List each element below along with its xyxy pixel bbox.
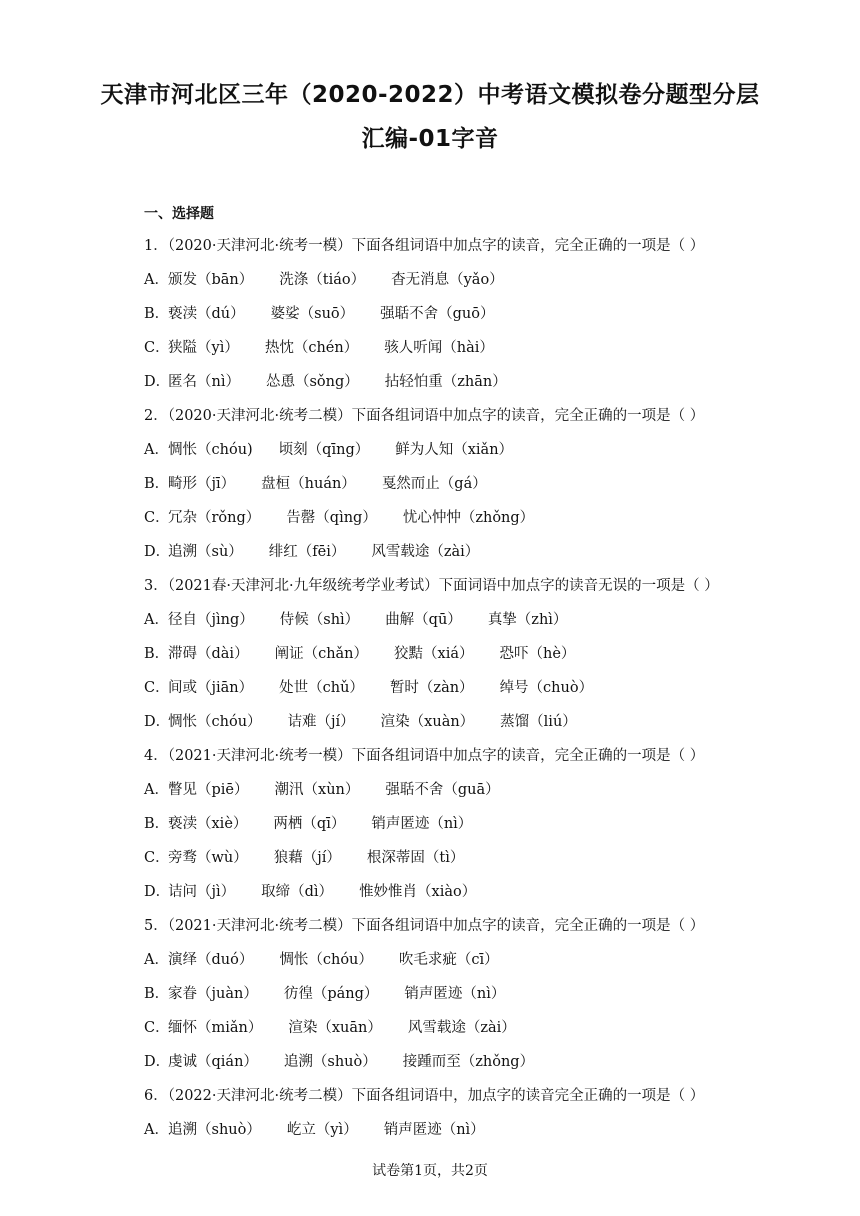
option-item: 阐证（chǎn）	[274, 646, 369, 662]
option-item: 惆怅（chóu）	[279, 952, 373, 968]
option-item: 狭隘（yì）	[168, 340, 239, 356]
option-item: 间或（jiān）	[168, 680, 254, 696]
page-footer: 试卷第1页，共2页	[372, 1163, 488, 1179]
option-item: 演绎（duó）	[168, 952, 254, 968]
option-row	[144, 365, 724, 399]
option-letter: D．	[144, 714, 171, 730]
option-item: 暂时（zàn）	[389, 680, 474, 696]
question-5	[144, 909, 724, 1079]
option-row	[144, 943, 724, 977]
document-subtitle: 汇编-01字音	[361, 126, 499, 152]
option-row	[144, 467, 724, 501]
option-item: 拈轻怕重（zhān）	[384, 374, 507, 390]
option-item: 根深蒂固（tì）	[366, 850, 465, 866]
option-letter: D．	[144, 1054, 171, 1070]
option-row	[144, 637, 724, 671]
option-letter: D．	[144, 884, 171, 900]
option-letter: B．	[144, 646, 170, 662]
option-item: 家眷（juàn）	[168, 986, 258, 1002]
option-item: 侍候（shì）	[279, 612, 360, 628]
option-item: 惆怅（chóu)	[168, 442, 253, 458]
option-item: 鲜为人知（xiǎn）	[395, 442, 514, 458]
option-row	[144, 1045, 724, 1079]
option-item: 屹立（yì）	[286, 1122, 358, 1138]
option-item: 冗杂（rǒng）	[168, 510, 261, 526]
option-item: 潮汛（xùn）	[274, 782, 360, 798]
option-item: 追溯（shuò）	[283, 1054, 377, 1070]
option-item: 追溯（sù）	[168, 544, 243, 560]
option-letter: B．	[144, 986, 170, 1002]
question-stem: 1．（2020·天津河北·统考一模）下面各组词语中加点字的读音，完全正确的一项是（ ）	[144, 238, 705, 254]
option-item: 戛然而止（gá）	[381, 476, 487, 492]
document-title: 天津市河北区三年（2020-2022）中考语文模拟卷分题型分层	[100, 82, 760, 108]
option-letter: B．	[144, 306, 170, 322]
option-letter: C．	[144, 1020, 170, 1036]
option-item: 取缔（dì）	[261, 884, 334, 900]
option-item: 蒸馏（liú）	[500, 714, 577, 730]
option-item: 彷徨（páng）	[283, 986, 379, 1002]
option-item: 畸形（jī）	[168, 476, 236, 492]
option-row	[144, 263, 724, 297]
option-item: 诘问（jì）	[168, 884, 236, 900]
option-item: 绰号（chuò）	[499, 680, 594, 696]
option-letter: D．	[144, 374, 171, 390]
option-row	[144, 671, 724, 705]
option-item: 亵渎（dú）	[168, 306, 245, 322]
question-4	[144, 739, 724, 909]
option-letter: C．	[144, 680, 170, 696]
section-heading: 一、选择题	[144, 206, 214, 222]
option-item: 告罄（qìng）	[286, 510, 377, 526]
question-list	[144, 229, 724, 1147]
question-stem: 5．（2021·天津河北·统考二模）下面各组词语中加点字的读音，完全正确的一项是（ ）	[144, 918, 705, 934]
option-item: 强聒不舍（guā）	[385, 782, 500, 798]
option-letter: B．	[144, 476, 170, 492]
option-item: 忧心忡忡（zhǒng）	[402, 510, 535, 526]
question-stem: 4．（2021·天津河北·统考一模）下面各组词语中加点字的读音，完全正确的一项是（ ）	[144, 748, 705, 764]
option-letter: A．	[144, 782, 169, 798]
option-letter: C．	[144, 850, 170, 866]
option-item: 瞥见（piē）	[168, 782, 249, 798]
option-letter: B．	[144, 816, 170, 832]
option-letter: A．	[144, 952, 169, 968]
question-stem: 3．（2021春·天津河北·九年级统考学业考试）下面词语中加点字的读音无误的一项是（ ）	[144, 578, 719, 594]
option-item: 两栖（qī）	[273, 816, 346, 832]
option-item: 旁骛（wù）	[168, 850, 248, 866]
option-item: 顷刻（qīng）	[278, 442, 370, 458]
option-item: 诘难（jí）	[287, 714, 355, 730]
option-item: 曲解（qū）	[385, 612, 462, 628]
option-row	[144, 705, 724, 739]
option-item: 吹毛求疵（cī）	[398, 952, 499, 968]
option-item: 颁发（bān）	[168, 272, 254, 288]
option-row	[144, 1113, 724, 1147]
option-row	[144, 603, 724, 637]
option-item: 真挚（zhì）	[487, 612, 568, 628]
option-item: 惆怅（chóu）	[168, 714, 262, 730]
option-letter: C．	[144, 340, 170, 356]
option-item: 强聒不舍（guō）	[380, 306, 495, 322]
option-item: 匿名（nì）	[168, 374, 240, 390]
option-item: 恐吓（hè）	[499, 646, 576, 662]
option-item: 惟妙惟肖（xiào）	[359, 884, 477, 900]
option-row	[144, 331, 724, 365]
option-item: 追溯（shuò）	[168, 1122, 261, 1138]
option-letter: A．	[144, 272, 169, 288]
option-letter: C．	[144, 510, 170, 526]
option-row	[144, 875, 724, 909]
option-row	[144, 807, 724, 841]
option-row	[144, 501, 724, 535]
option-item: 销声匿迹（nì）	[383, 1122, 485, 1138]
option-row	[144, 535, 724, 569]
question-6	[144, 1079, 724, 1147]
option-item: 风雪载途（zài）	[371, 544, 480, 560]
option-letter: A．	[144, 1122, 169, 1138]
option-item: 热忱（chén）	[264, 340, 359, 356]
option-row	[144, 773, 724, 807]
option-row	[144, 297, 724, 331]
option-item: 亵渎（xiè）	[168, 816, 248, 832]
option-letter: A．	[144, 442, 169, 458]
option-item: 狡黠（xiá）	[394, 646, 474, 662]
option-item: 盘桓（huán）	[261, 476, 356, 492]
option-item: 径自（jìng）	[168, 612, 254, 628]
option-item: 销声匿迹（nì）	[371, 816, 473, 832]
option-item: 绯红（fēi）	[268, 544, 346, 560]
option-item: 狼藉（jí）	[273, 850, 341, 866]
option-item: 接踵而至（zhǒng）	[402, 1054, 535, 1070]
option-item: 渲染（xuàn）	[380, 714, 475, 730]
option-item: 缅怀（miǎn）	[168, 1020, 263, 1036]
option-item: 滞碍（dài）	[168, 646, 249, 662]
option-item: 杳无消息（yǎo）	[391, 272, 504, 288]
question-2	[144, 399, 724, 569]
option-item: 虔诚（qián）	[168, 1054, 258, 1070]
option-row	[144, 977, 724, 1011]
option-row	[144, 1011, 724, 1045]
option-item: 销声匿迹（nì）	[404, 986, 506, 1002]
option-item: 处世（chǔ）	[279, 680, 364, 696]
question-stem: 2．（2020·天津河北·统考二模）下面各组词语中加点字的读音，完全正确的一项是（ ）	[144, 408, 705, 424]
option-item: 婆娑（suō）	[270, 306, 355, 322]
option-item: 洗涤（tiáo）	[279, 272, 366, 288]
option-item: 骇人听闻（hài）	[384, 340, 494, 356]
option-row	[144, 433, 724, 467]
question-stem: 6．（2022·天津河北·统考二模）下面各组词语中，加点字的读音完全正确的一项是（ ）	[144, 1088, 705, 1104]
question-1	[144, 229, 724, 399]
option-item: 渲染（xuān）	[288, 1020, 382, 1036]
option-row	[144, 841, 724, 875]
question-3	[144, 569, 724, 739]
option-letter: D．	[144, 544, 171, 560]
option-item: 风雪载途（zài）	[407, 1020, 516, 1036]
option-item: 怂恿（sǒng）	[265, 374, 359, 390]
option-letter: A．	[144, 612, 169, 628]
